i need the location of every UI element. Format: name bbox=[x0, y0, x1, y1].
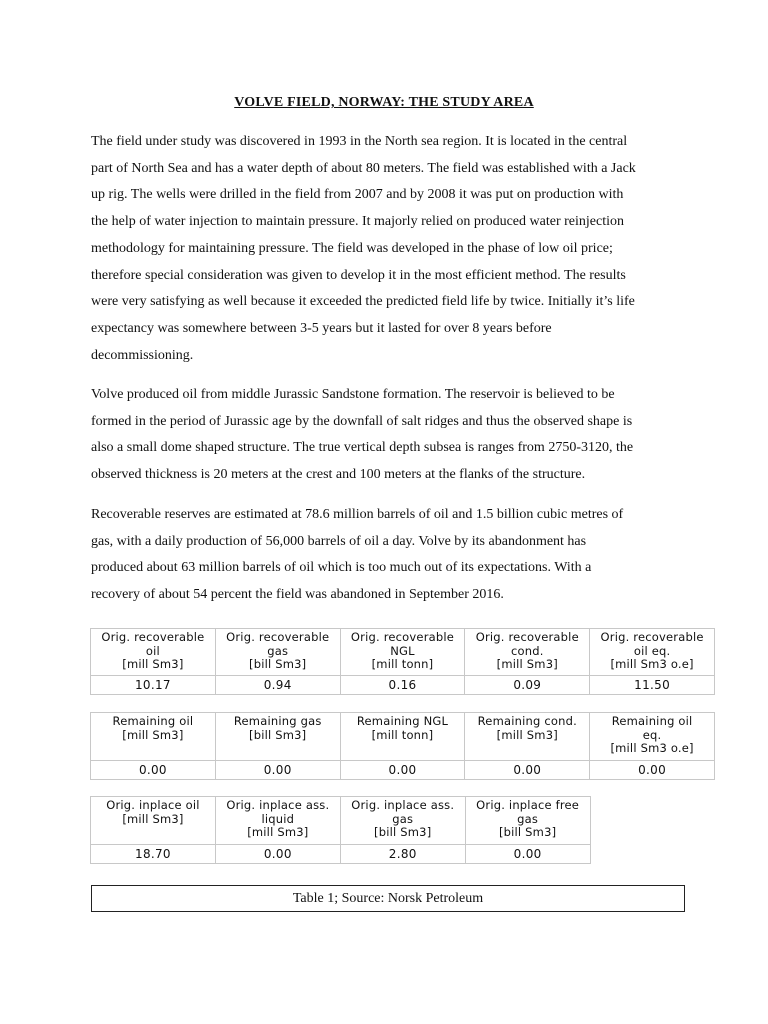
paragraph-line: expectancy was somewhere between 3-5 years but it lasted for over 8 years before bbox=[91, 320, 552, 336]
paragraph-line: up rig. The wells were drilled in the field from 2007 and by 2008 it was put on production with bbox=[91, 187, 624, 203]
column-header-line: Remaining oil bbox=[611, 714, 693, 728]
paragraph-line: methodology for maintaining pressure. The field was developed in the phase of low oil price; bbox=[91, 240, 613, 256]
table-cell: 18.70 bbox=[91, 845, 216, 864]
column-header-line: gas bbox=[517, 811, 539, 826]
paragraph-line: part of North Sea and has a water depth of about 80 meters. The field was established with a Jack bbox=[91, 160, 636, 176]
paragraph-reserves bbox=[91, 502, 691, 609]
remaining-reserves-table bbox=[90, 712, 715, 780]
column-header-line: Remaining oil bbox=[112, 714, 194, 728]
column-header-line: [mill Sm3 o.e] bbox=[610, 741, 694, 755]
column-header bbox=[91, 629, 216, 676]
column-header-line: Orig. recoverable bbox=[226, 630, 330, 644]
column-header bbox=[340, 629, 465, 676]
column-header bbox=[590, 713, 715, 761]
column-header-line: Remaining NGL bbox=[356, 714, 449, 728]
table-cell: 11.50 bbox=[590, 676, 715, 695]
column-header-line: Orig. recoverable bbox=[475, 630, 579, 644]
table-row bbox=[91, 761, 715, 780]
column-header-line: [bill Sm3] bbox=[498, 825, 557, 839]
table-cell: 0.00 bbox=[590, 761, 715, 780]
column-header-line: gas bbox=[267, 643, 289, 658]
paragraph-line: produced about 63 million barrels of oil which is too much out of its expectations. With a bbox=[91, 560, 592, 576]
column-header-line: [mill Sm3] bbox=[496, 727, 558, 742]
column-header-line: cond. bbox=[510, 643, 544, 658]
table-cell: 0.94 bbox=[215, 676, 340, 695]
column-header bbox=[340, 713, 465, 761]
table-header-row bbox=[91, 713, 715, 761]
column-header-line: NGL bbox=[390, 643, 415, 658]
paragraph-line: decommissioning. bbox=[91, 347, 194, 363]
column-header-line: [mill tonn] bbox=[371, 657, 434, 671]
paragraph-line: therefore special consideration was given to develop it in the most efficient method. The results bbox=[91, 267, 626, 283]
column-header-line: Orig. recoverable bbox=[350, 630, 455, 644]
column-header bbox=[215, 713, 340, 761]
column-header bbox=[91, 713, 216, 761]
column-header-line: [mill tonn] bbox=[371, 727, 434, 742]
table-header-row bbox=[91, 797, 591, 845]
column-header-line: Remaining cond. bbox=[477, 714, 577, 728]
page-title: VOLVE FIELD, NORWAY: THE STUDY AREA bbox=[234, 95, 534, 110]
table-row bbox=[91, 845, 591, 864]
column-header-line: eq. bbox=[642, 727, 662, 742]
table-cell: 0.00 bbox=[91, 761, 216, 780]
table-cell: 2.80 bbox=[340, 845, 465, 864]
recoverable-reserves-table bbox=[90, 628, 715, 695]
column-header-line: Orig. inplace ass. bbox=[226, 798, 330, 812]
column-header-line: [mill Sm3 o.e] bbox=[610, 657, 694, 671]
column-header bbox=[340, 797, 465, 845]
paragraph-line: were very satisfying as well because it exceeded the predicted field life by twice. Initially it’s life bbox=[91, 294, 635, 310]
table-cell: 0.09 bbox=[465, 676, 590, 695]
column-header bbox=[465, 797, 590, 845]
table-row bbox=[91, 676, 715, 695]
column-header-line: oil bbox=[145, 643, 160, 658]
paragraph-line: Recoverable reserves are estimated at 78.6 million barrels of oil and 1.5 billion cubic metres of bbox=[91, 507, 624, 522]
paragraph-discovery bbox=[91, 129, 691, 369]
column-header-line: [mill Sm3] bbox=[496, 657, 558, 671]
paragraph-line: recovery of about 54 percent the field was abandoned in September 2016. bbox=[91, 587, 504, 603]
column-header-line: [mill Sm3] bbox=[122, 811, 184, 826]
paragraph-line: Volve produced oil from middle Jurassic Sandstone formation. The reservoir is believed to be bbox=[91, 387, 615, 402]
table-cell: 0.00 bbox=[465, 761, 590, 780]
table-cell: 0.00 bbox=[340, 761, 465, 780]
paragraph-line: the help of water injection to maintain pressure. It majorly relied on produced water reinjection bbox=[91, 214, 624, 230]
column-header bbox=[465, 713, 590, 761]
column-header bbox=[91, 797, 216, 845]
table-cell: 0.16 bbox=[340, 676, 465, 695]
table-cell: 0.00 bbox=[215, 845, 340, 864]
column-header-line: oil eq. bbox=[633, 643, 671, 658]
column-header-line: [mill Sm3] bbox=[122, 657, 184, 671]
table-caption: Table 1; Source: Norsk Petroleum bbox=[91, 885, 685, 912]
column-header-line: Orig. recoverable bbox=[600, 630, 704, 644]
paragraph-line: also a small dome shaped structure. The true vertical depth subsea is ranges from 2750-3120, the bbox=[91, 440, 634, 456]
paragraph-reservoir bbox=[91, 382, 691, 489]
table-cell: 0.00 bbox=[215, 761, 340, 780]
column-header-line: [mill Sm3] bbox=[247, 825, 309, 839]
paragraph-line: observed thickness is 20 meters at the crest and 100 meters at the flanks of the structure. bbox=[91, 467, 586, 483]
paragraph-line: formed in the period of Jurassic age by the downfall of salt ridges and thus the observed shape is bbox=[91, 413, 633, 429]
column-header-line: Orig. inplace free bbox=[476, 798, 580, 812]
column-header bbox=[215, 797, 340, 845]
table-cell: 0.00 bbox=[465, 845, 590, 864]
column-header-line: [mill Sm3] bbox=[122, 727, 184, 742]
table-header-row bbox=[91, 629, 715, 676]
column-header-line: liquid bbox=[261, 811, 295, 826]
column-header bbox=[465, 629, 590, 676]
column-header-line: [bill Sm3] bbox=[249, 657, 307, 671]
table-cell: 10.17 bbox=[91, 676, 216, 695]
column-header-line: Orig. inplace ass. bbox=[351, 798, 455, 812]
paragraph-line: The field under study was discovered in 1993 in the North sea region. It is located in the central bbox=[91, 134, 628, 149]
paragraph-line: gas, with a daily production of 56,000 barrels of oil a day. Volve by its abandonment has bbox=[91, 533, 587, 549]
column-header-line: Remaining gas bbox=[233, 714, 322, 728]
column-header-line: Orig. recoverable bbox=[101, 630, 205, 644]
column-header-line: Orig. inplace oil bbox=[106, 798, 200, 812]
column-header bbox=[590, 629, 715, 676]
column-header bbox=[215, 629, 340, 676]
column-header-line: [bill Sm3] bbox=[249, 727, 307, 742]
inplace-volumes-table bbox=[90, 796, 591, 864]
column-header-line: [bill Sm3] bbox=[374, 825, 432, 839]
column-header-line: gas bbox=[392, 811, 414, 826]
